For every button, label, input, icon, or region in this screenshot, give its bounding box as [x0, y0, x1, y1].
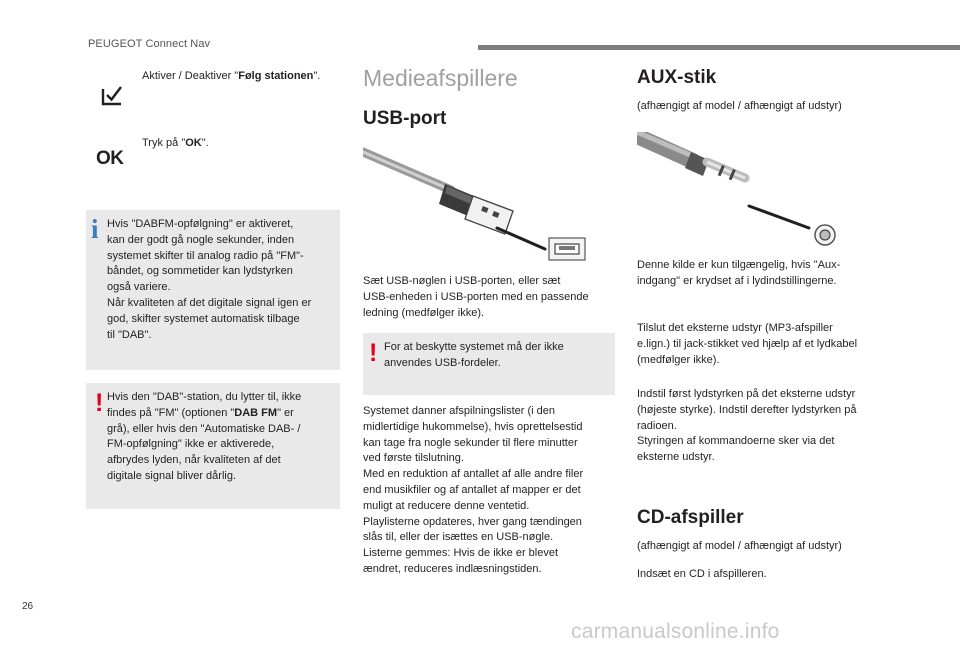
aux-image: [637, 132, 843, 250]
aux-para-3: Indstil først lydstyrken på det eksterne udstyr (højeste styrke). Indstil derefter lydstyrken på radioen. Styringen af kommandoerne sker via det eksterne udstyr.: [637, 388, 857, 464]
usb-port-heading: USB-port: [363, 108, 447, 129]
ok-icon: OK: [96, 148, 124, 169]
usb-image: [363, 146, 589, 264]
warning-box-usb: [363, 333, 615, 395]
warning-box-dab-text: Hvis den "DAB"-station, du lytter til, ikke findes på "FM" (optionen "DAB FM" er grå), eller hvis den "Automatiske DAB- / FM-opfølgning" ikke er aktiverede, afbrydes lyden, når kvaliteten af det digitale signal bliver dårlig.: [107, 391, 302, 482]
aux-heading: AUX-stik: [637, 67, 717, 88]
cd-availability-note: (afhængigt af model / afhængigt af udstyr): [637, 540, 842, 552]
header-bar: [478, 45, 960, 50]
press-ok-text: Tryk på "OK".: [142, 137, 209, 149]
aux-para-1: Denne kilde er kun tilgængelig, hvis "Aux- indgang" er krydset af i lydindstillingerne.: [637, 259, 841, 287]
aux-para-2: Tilslut det eksterne udstyr (MP3-afspiller e.lign.) til jack-stikket ved hjælp af et lydkabel (medfølger ikke).: [637, 322, 858, 366]
warning-exclamation-icon: !: [369, 339, 378, 367]
info-box: [86, 210, 340, 370]
jack-plug-icon: [637, 132, 843, 250]
usb-cable-icon: [363, 146, 589, 264]
warning-exclamation-icon: !: [95, 389, 104, 417]
usb-instruction-text: Sæt USB-nøglen i USB-porten, eller sæt USB-enheden i USB-porten med en passende ledning (medfølger ikke).: [363, 275, 589, 319]
aux-availability-note: (afhængigt af model / afhængigt af udstyr): [637, 100, 842, 112]
follow-station-text: Aktiver / Deaktiver "Følg stationen".: [142, 70, 321, 82]
usb-port-icon: [549, 238, 585, 260]
warning-box-dab: [86, 383, 340, 509]
cd-player-heading: CD-afspiller: [637, 507, 744, 528]
checkbox-check-icon: [101, 84, 123, 106]
page-number: 26: [22, 601, 34, 612]
playlist-text: Systemet danner afspilningslister (i den midlertidige hukommelse), hvis oprettelsestid kan tage fra nogle sekunder til flere minutter ved første tilslutning. Med en reduktion af antallet af alle andre filer end musikfiler og af antallet af mapper er det muligt at reducere denne ventetid. Playlisterne opdateres, hver gang tændingen slås til, eller der isættes en USB-nøgle. Listerne gemmes: Hvis de ikke er blevet ændret, reduceres indlæsningstiden.: [363, 405, 584, 575]
jack-socket-icon: [815, 225, 835, 245]
watermark: carmanualsonline.info: [571, 620, 780, 643]
warning-box-usb-text: For at beskytte systemet må der ikke anvendes USB-fordeler.: [384, 341, 564, 369]
info-icon: i: [91, 214, 99, 244]
running-header: PEUGEOT Connect Nav: [88, 38, 211, 50]
cd-instruction-text: Indsæt en CD i afspilleren.: [637, 568, 767, 580]
info-box-text: Hvis "DABFM-opfølgning" er aktiveret, kan der godt gå nogle sekunder, inden systemet skifter til analog radio på "FM"- båndet, og sommetider kan lydstyrken også variere. Når kvaliteten af det digitale signal igen er god, skifter systemet automatisk tilbage til "DAB".: [107, 218, 312, 341]
media-players-heading: Medieafspillere: [363, 65, 518, 91]
